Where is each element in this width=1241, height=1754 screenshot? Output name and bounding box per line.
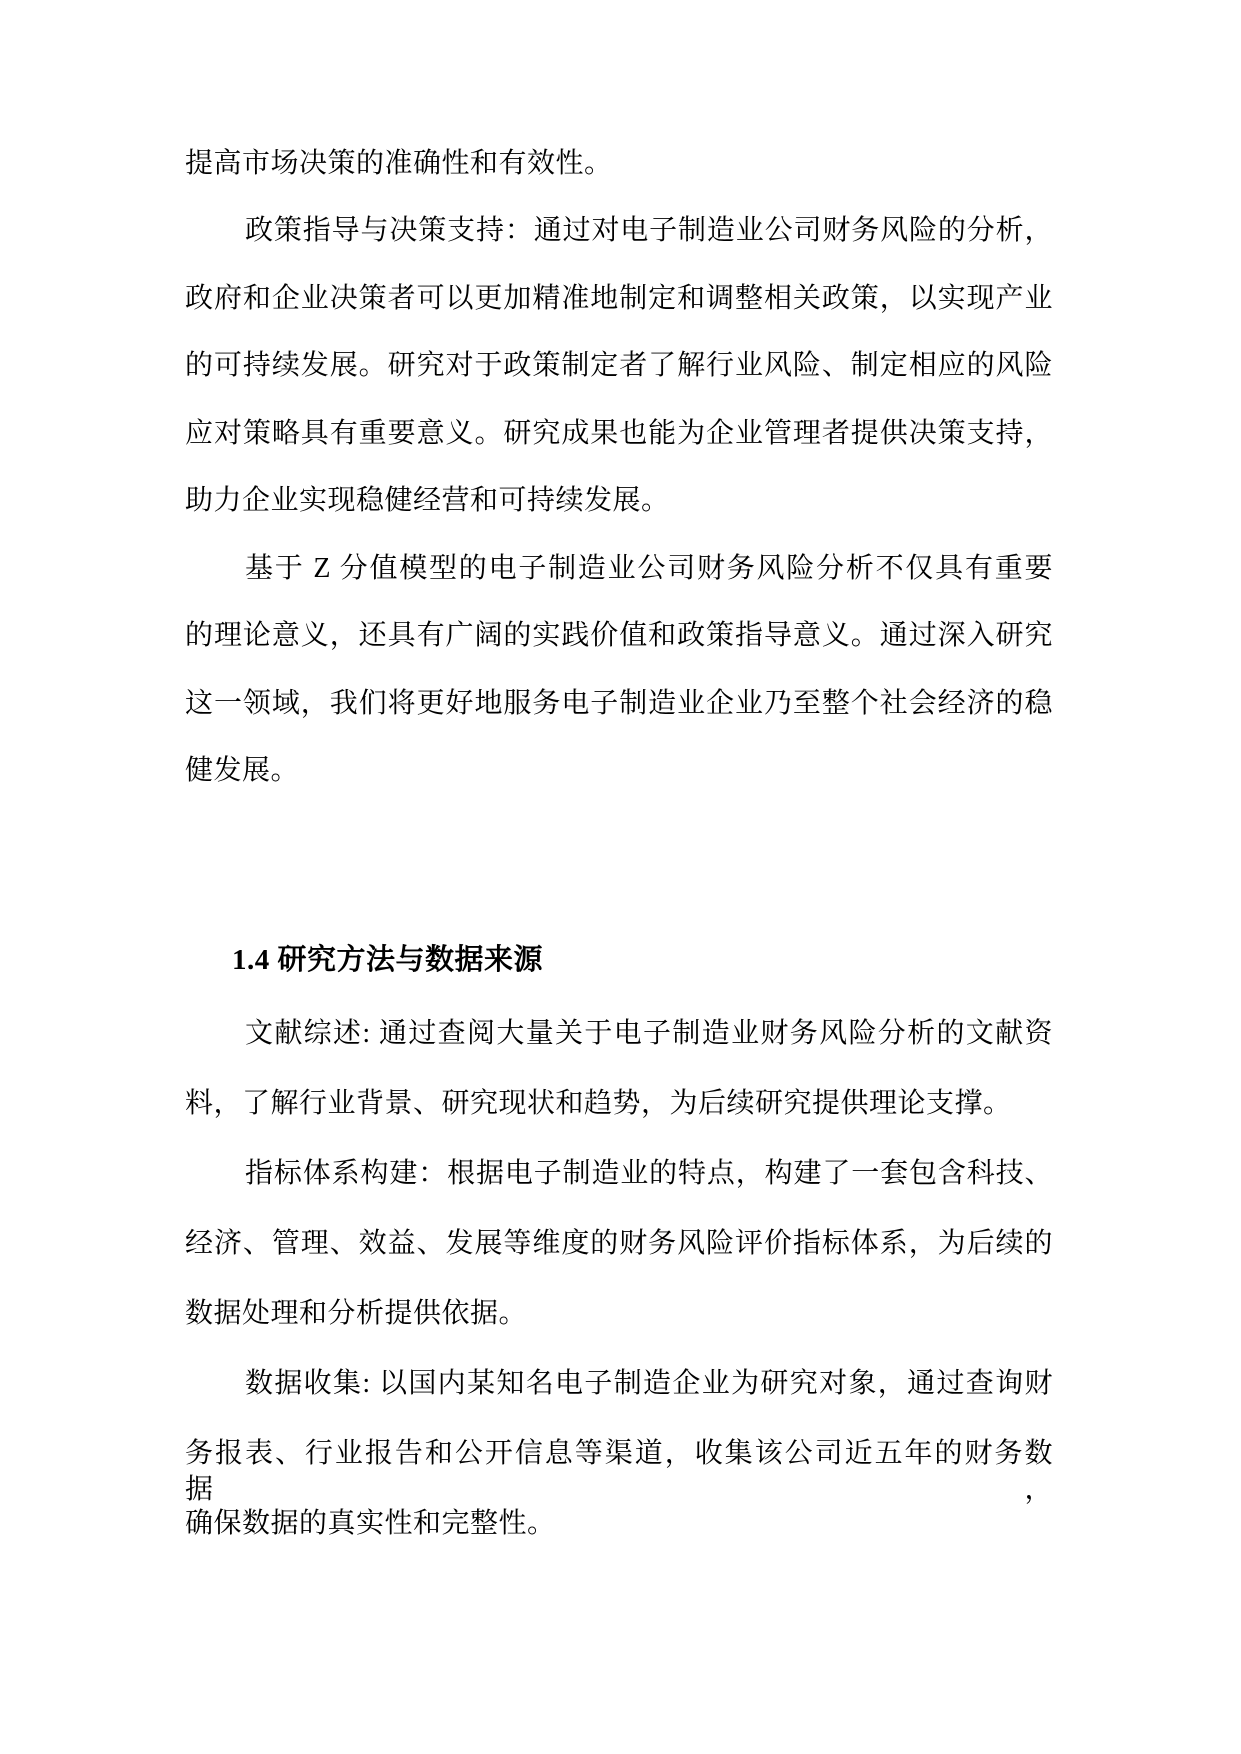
body-line-10: 健发展。 <box>185 755 300 786</box>
body-line-1: 提高市场决策的准确性和有效性。 <box>185 148 613 179</box>
section-heading-1-4: 1.4 研究方法与数据来源 <box>232 944 544 976</box>
body-line-15: 数据处理和分析提供依据。 <box>185 1298 528 1329</box>
body-line-12: 料，了解行业背景、研究现状和趋势，为后续研究提供理论支撑。 <box>185 1088 1012 1119</box>
body-line-8: 的理论意义，还具有广阔的实践价值和政策指导意义。通过深入研究 <box>185 620 1053 651</box>
body-line-17: 务报表、行业报告和公开信息等渠道，收集该公司近五年的财务数据， <box>185 1438 1053 1505</box>
body-line-9: 这一领域，我们将更好地服务电子制造业企业乃至整个社会经济的稳 <box>185 688 1053 719</box>
body-line-6: 助力企业实现稳健经营和可持续发展。 <box>185 485 670 516</box>
body-line-5: 应对策略具有重要意义。研究成果也能为企业管理者提供决策支持， <box>185 418 1053 449</box>
body-line-14: 经济、管理、效益、发展等维度的财务风险评价指标体系，为后续的 <box>185 1228 1053 1259</box>
body-line-13: 指标体系构建：根据电子制造业的特点，构建了一套包含科技、 <box>245 1158 1053 1189</box>
body-line-7: 基于 Z 分值模型的电子制造业公司财务风险分析不仅具有重要 <box>245 553 1053 584</box>
body-line-4: 的可持续发展。研究对于政策制定者了解行业风险、制定相应的风险 <box>185 350 1053 381</box>
body-line-2: 政策指导与决策支持：通过对电子制造业公司财务风险的分析， <box>245 215 1053 246</box>
body-line-3: 政府和企业决策者可以更加精准地制定和调整相关政策，以实现产业 <box>185 283 1053 314</box>
body-line-18: 确保数据的真实性和完整性。 <box>185 1508 556 1539</box>
body-line-16: 数据收集: 以国内某知名电子制造企业为研究对象，通过查询财 <box>245 1368 1053 1399</box>
body-line-11: 文献综述: 通过查阅大量关于电子制造业财务风险分析的文献资 <box>245 1018 1053 1049</box>
